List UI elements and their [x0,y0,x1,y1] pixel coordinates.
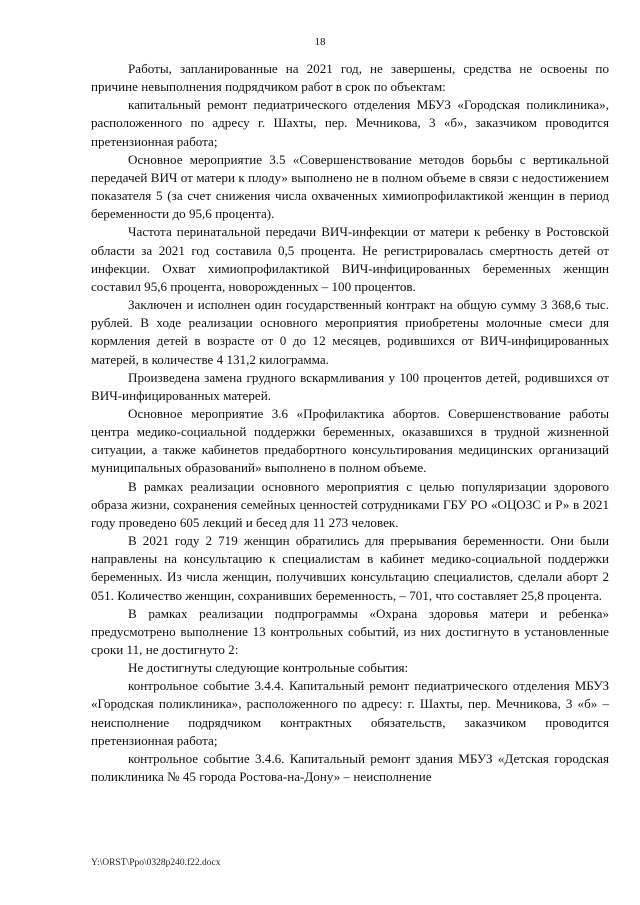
paragraph: В 2021 году 2 719 женщин обратились для прерывания беременности. Они были направлены на консультацию к специалистам в кабинет медико-социальной поддержки беременных. Из числа женщин, получивших консультацию специалистов, сделали аборт 2 051. Количество женщин, сохранивших беременность, – 701, что составляет 25,8 процента. [91,533,609,603]
document-body [91,60,609,786]
paragraph: Произведена замена грудного вскармливания у 100 процентов детей, родившихся от ВИЧ-инфицированных матерей. [91,369,609,403]
paragraph: капитальный ремонт педиатрического отделения МБУЗ «Городская поликлиника», расположенного по адресу г. Шахты, пер. Мечникова, 3 «б», заказчиком проводится претензионная работа; [91,97,609,149]
paragraph: контрольное событие 3.4.6. Капитальный ремонт здания МБУЗ «Детская городская поликлиника № 45 города Ростова-на-Дону» – неисполнение [91,750,609,785]
paragraph: Основное мероприятие 3.6 «Профилактика абортов. Совершенствование работы центра медико-социальной поддержки беременных, оказавшихся в трудной жизненной ситуации, а также кабинетов предабортного консультирования медицинских организаций муниципальных образований» выполнено в полном объеме. [91,405,609,476]
paragraph: Не достигнуты следующие контрольные события: [128,660,409,676]
page-number: 18 [314,36,326,48]
footer-file-path: Y:\ORST\Ppo\0328p240.f22.docx [91,858,221,868]
paragraph: В рамках реализации основного мероприятия с целью популяризации здорового образа жизни, сохранения семейных ценностей сотрудниками ГБУ РО «ОЦОЗС и Р» в 2021 году проведено 605 лекций и бесед для 11 273 человек. [91,478,609,530]
paragraph: Частота перинатальной передачи ВИЧ-инфекции от матери к ребенку в Ростовской области за 2021 год составила 0,5 процента. Не регистрировалась смертность детей от инфекции. Охват химиопрофилактикой ВИЧ-инфицированных беременных женщин составил 95,6 процента, новорожденных – 100 процентов. [91,224,609,294]
paragraph: Основное мероприятие 3.5 «Совершенствование методов борьбы с вертикальной передачей ВИЧ от матери к плоду» выполнено не в полном объеме в связи с недостижением показателя 5 (за счет снижения числа охваченных химиопрофилактикой женщин в период беременности до 95,6 процента). [91,151,609,222]
paragraph: контрольное событие 3.4.4. Капитальный ремонт педиатрического отделения МБУЗ «Городская поликлиника», расположенного по адресу: г. Шахты, пер. Мечникова, 3 «б» – неисполнение подрядчиком контрактных обязательств, заказчиком проводится претензионная работа; [91,678,609,748]
paragraph: В рамках реализации подпрограммы «Охрана здоровья матери и ребенка» предусмотрено выполнение 13 контрольных событий, из них достигнуто в установленные сроки 11, не достигнуто 2: [91,605,609,657]
paragraph: Заключен и исполнен один государственный контракт на общую сумму 3 368,6 тыс. рублей. В ходе реализации основного мероприятия приобретены молочные смеси для кормления детей в возрасте от 0 до 12 месяцев, родившихся от ВИЧ-инфицированных матерей, в количестве 4 131,2 килограмма. [91,297,609,367]
paragraph: Работы, запланированные на 2021 год, не завершены, средства не освоены по причине невыполнения подрядчиком работ в срок по объектам: [91,61,609,95]
